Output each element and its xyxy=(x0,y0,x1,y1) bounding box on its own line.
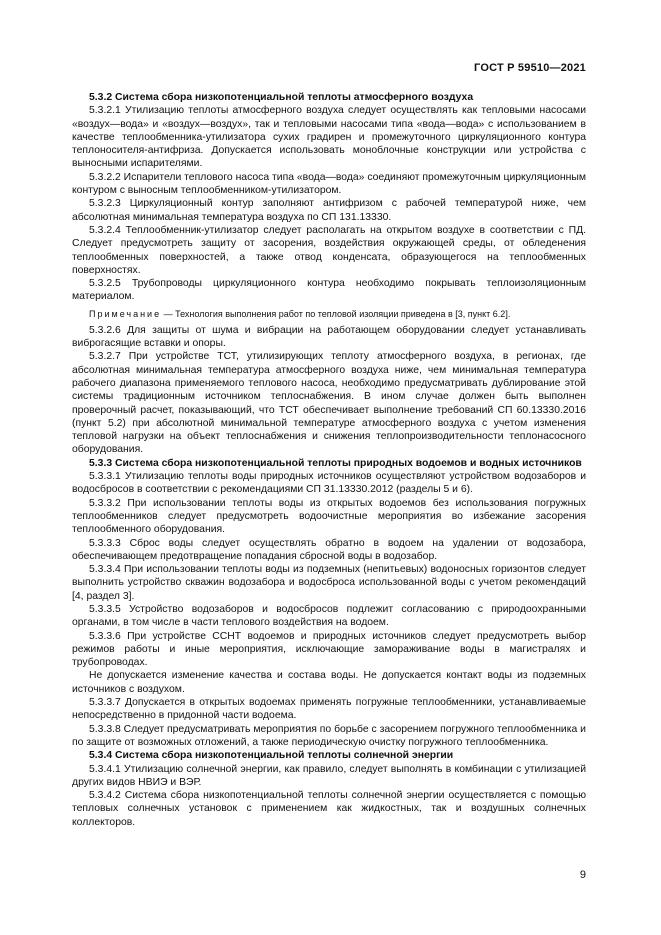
body-paragraph: 5.3.3.3 Сброс воды следует осуществлять обратно в водоем на удалении от водозабора, обеспечивающем предотвращение попадания сбросной воды в водозабор. xyxy=(72,537,586,562)
section-heading: 5.3.4 Система сбора низкопотенциальной теплоты солнечной энергии xyxy=(89,750,454,762)
body-paragraph: 5.3.2.6 Для защиты от шума и вибрации на работающем оборудовании следует устанавливать виброгасящие вставки и опоры. xyxy=(72,324,586,350)
body-paragraph: 5.3.4.1 Утилизацию солнечной энергии, как правило, следует выполнять в комбинации с утилизацией других видов НВИЭ и ВЭР. xyxy=(72,763,586,788)
body-paragraph: 5.3.3.2 При использовании теплоты воды из открытых водоемов без использования погружных теплообменников следует предусмотреть водоочистные мероприятия во избежание засорения теплообменного оборудования. xyxy=(72,497,586,536)
body-paragraph: 5.3.3.4 При использовании теплоты воды из подземных (непитьевых) водоносных горизонтов следует выполнить устройство скважин водозабора и водосброса использованной воды с учетом рекомендаций [4, раздел 3]. xyxy=(72,564,586,602)
note-text: — Технология выполнения работ по тепловой изоляции приведена в [3, пункт 6.2]. xyxy=(161,308,511,319)
body-paragraph: Не допускается изменение качества и состава воды. Не допускается контакт воды из подземных источников с воздухом. xyxy=(72,670,586,695)
note-label: Примечание xyxy=(89,308,162,319)
body-paragraph: 5.3.2.1 Утилизацию теплоты атмосферного воздуха следует осуществлять как тепловыми насосами «воздух—вода» и «воздух—воздух», так и тепловыми насосами типа «вода—вода» с использованием в качестве теплообменника-утилизатора сухих градирен и промежуточного циркуляционного контура теплоносителя-антифриза. Допускается использовать моноблочные конструкции или устройства с выносными испарителями. xyxy=(72,105,586,170)
body-paragraph: 5.3.4.2 Система сбора низкопотенциальной теплоты солнечной энергии осуществляется с помощью тепловых солнечных установок с применением как жидкостных, так и воздушных солнечных коллекторов. xyxy=(72,790,586,828)
body-paragraph: 5.3.2.7 При устройстве ТСТ, утилизирующих теплоту атмосферного воздуха, в регионах, где абсолютная минимальная температура атмосферного воздуха ниже, чем минимальная температура рабочего диапазона применяемого теплового насоса, необходимо предусматривать дублирование этой системы традиционным источником теплоснабжения. В ином случае должен быть выполнен проверочный расчет, показывающий, что ТСТ обеспечивает выполнение требований СП 60.13330.2016 (пункт 5.2) при абсолютной минимальной температуре атмосферного воздуха с учетом изменения тепловой нагрузки на объект теплоснабжения и снижения теплопроизводительности теплонасосного оборудования. xyxy=(72,351,586,456)
body-paragraph: 5.3.2.5 Трубопроводы циркуляционного контура необходимо покрывать теплоизоляционным материалом. xyxy=(72,278,586,303)
standard-header: ГОСТ Р 59510—2021 xyxy=(474,62,586,74)
body-paragraph: 5.3.3.5 Устройство водозаборов и водосбросов подлежит согласованию с природоохранными органами, в том числе в части теплового воздействия на водоем. xyxy=(72,603,586,629)
body-paragraph: 5.3.2.3 Циркуляционный контур заполняют антифризом с рабочей температурой ниже, чем абсолютная минимальная температура воздуха по СП 131.13330. xyxy=(72,198,586,223)
body-paragraph: 5.3.3.7 Допускается в открытых водоемах применять погружные теплообменники, устанавливаемые непосредственно в придонной части водоема. xyxy=(72,697,586,722)
body-paragraph: 5.3.2.4 Теплообменник-утилизатор следует располагать на открытом воздухе в соответствии с ПД. Следует предусмотреть защиту от засорения, воздействия окружающей среды, от обледенения теплообменных поверхностей, а также отвод конденсата, образующегося на теплообменных поверхностях. xyxy=(72,224,586,276)
body-paragraph: 5.3.2.2 Испарители теплового насоса типа «вода—вода» соединяют промежуточным циркуляционным контуром с выносным теплообменником-утилизатором. xyxy=(72,171,586,197)
document-body xyxy=(72,91,586,829)
note-paragraph xyxy=(72,308,586,320)
body-paragraph: 5.3.3.1 Утилизацию теплоты воды природных источников осуществляют устройством водозаборов и водосбросов в соответствии с рекомендациями СП 31.13330.2012 (разделы 5 и 6). xyxy=(72,471,586,496)
document-page xyxy=(72,0,586,935)
section-heading: 5.3.2 Система сбора низкопотенциальной теплоты атмосферного воздуха xyxy=(89,92,474,103)
page-number: 9 xyxy=(579,869,586,881)
section-heading: 5.3.3 Система сбора низкопотенциальной теплоты природных водоемов и водных источников xyxy=(89,457,582,469)
body-paragraph: 5.3.3.8 Следует предусматривать мероприятия по борьбе с засорением погружного теплообменника и по защите от возможных отложений, а также периодическую очистку погружного теплообменника. xyxy=(72,723,586,748)
body-paragraph: 5.3.3.6 При устройстве ССНТ водоемов и природных источников следует предусмотреть выбор режимов работы и иные мероприятия, исключающие замораживание воды в магистралях и трубопроводах. xyxy=(72,630,586,669)
